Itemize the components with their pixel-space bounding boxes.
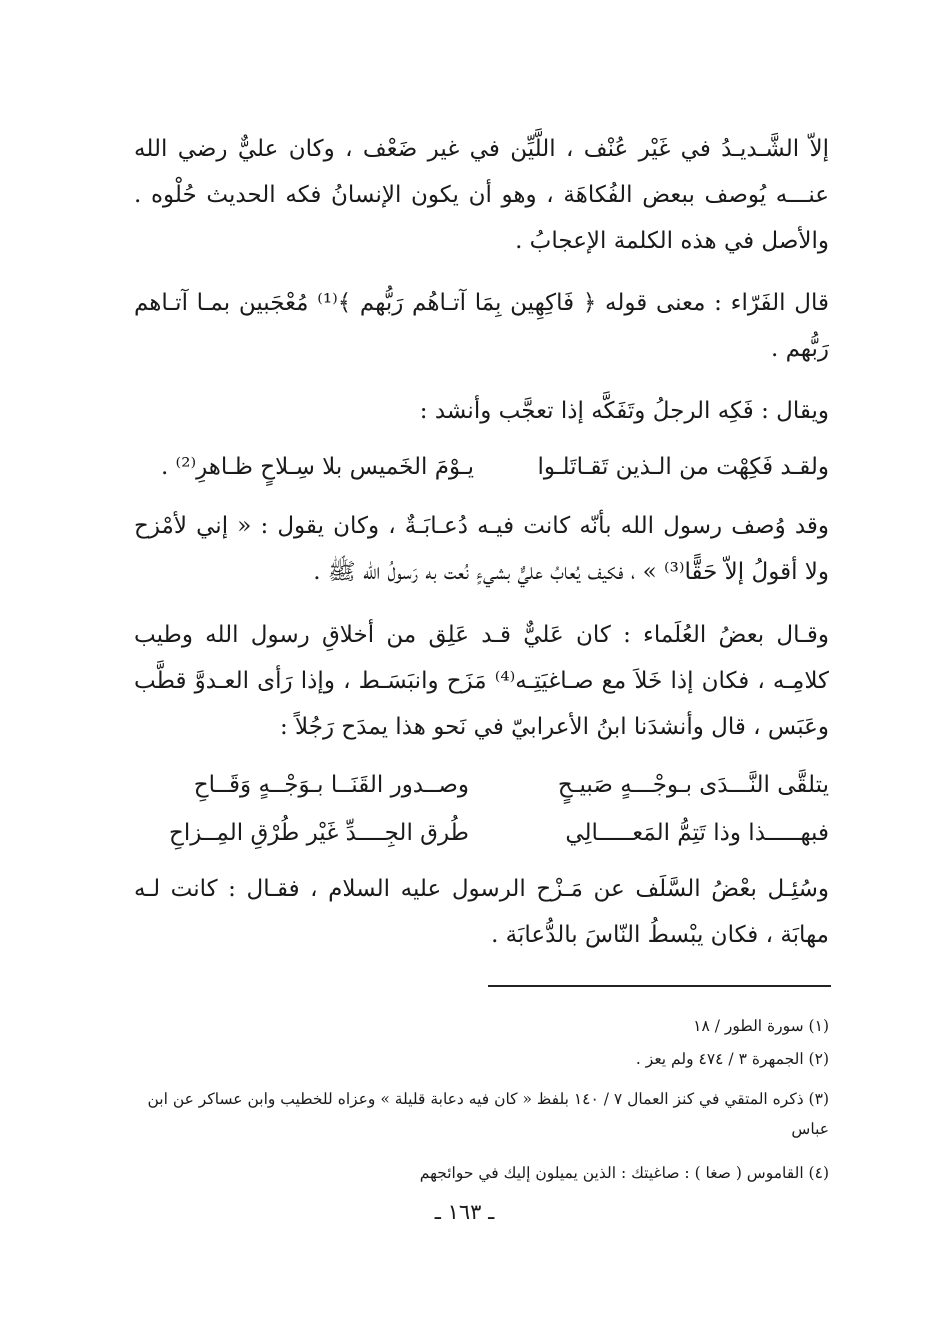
footnote-4: (٤) القاموس ( صغا ) : صاغيتك : الذين يميلون إليك في حوائجهم: [419, 1164, 829, 1182]
paragraph-ali-description: إلاّ الشَّـديـدُ في غَيْر عُنْف ، اللَّيِّن في غير ضَعْف ، وكان عليٌّ رضي الله عنـــه يُوصف ببعض الفُكاهَة ، وهو أن يكون الإنسانُ فكه الحديث حُلْوه . والأصل في هذه الكلمة الإعجابُ .: [134, 136, 829, 254]
paragraph-farra-quote: قال الفَرّاء : معنى قوله ﴿ فَاكِهِين بِمَا آتـاهُم رَبُّهم ﴾⁽¹⁾ مُعْجَبين بمـا آتـاهم رَبُّهم .: [134, 290, 829, 362]
verse-1-second-hemistich: يـوْمَ الخَميس بلا سِـلاحٍ ظـاهرِ⁽²⁾ .: [160, 454, 474, 480]
verse-2-line-1-second: وصــدور القَنَــا بـوَجْــهٍ وَقَــاحِ: [193, 772, 469, 798]
paragraph-scholars-saying: وقـال بعضُ العُلَماء : كان عَليٌّ قـد عَلِق من أخلاقِ رسول الله وطيب كلامِـه ، فكان إذا خَلاَ مع صـاغيَتِـه⁽⁴⁾ مَزَح وانبَسَـط ، وإذا رَأى العـدوَّ قطَّب وعَبَس ، قال وأنشدَنا ابنُ الأعرابيّ في نَحو هذا يمدَح رَجُلاً :: [134, 622, 829, 740]
page-number: ـ ١٦٣ ـ: [434, 1200, 495, 1224]
verse-2-line-1-first: يتلقَّى النَّـــدَى بـوجْـــهٍ صَبيـحٍ: [557, 772, 829, 798]
verse-2-line-2-second: طُرق الجِــــدِّ غَيْر طُرْقِ المِــزاحِ: [169, 820, 469, 846]
paragraph-fakih-definition: ويقال : فَكِه الرجلُ وتَفَكَّه إذا تعجَّب وأنشد :: [419, 398, 829, 424]
footnote-2: (٢) الجمهرة ٣ / ٤٧٤ ولم يعز .: [635, 1050, 829, 1068]
paragraph-salaf-question: وسُئِـل بعْضُ السَّلَف عن مَـزْح الرسول عليه السلام ، فقـال : كانت لـه مهابَة ، فكان يبْسطُ النّاسَ بالدُّعابَة .: [134, 876, 829, 948]
verse-1-first-hemistich: ولقـد فَكِهْت من الـذين تَقـاتَلـوا: [537, 454, 829, 480]
footnote-3: (٣) ذكره المتقي في كنز العمال ٧ / ١٤٠ بلفظ « كان فيه دعابة قليلة » وعزاه للخطيب وابن عساكر عن ابن عباس: [147, 1090, 829, 1138]
verse-2-line-2-first: فبهـــــذا وذا تَتِمُّ المَعـــــالِي: [565, 820, 829, 846]
footnote-1: (١) سورة الطور / ١٨: [693, 1017, 829, 1035]
paragraph-prophet-humor: وقد وُصف رسول الله بأنّه كانت فيـه دُعـابَـةٌ ، وكان يقول : « إني لأمْزح ولا أقولُ إلاّ حَقًّا⁽³⁾ » ، فكيف يُعابُ عليٌّ بشيءٍ نُعت به رَسولُ الله ﷺ .: [134, 513, 829, 585]
footnote-separator: [488, 985, 831, 987]
